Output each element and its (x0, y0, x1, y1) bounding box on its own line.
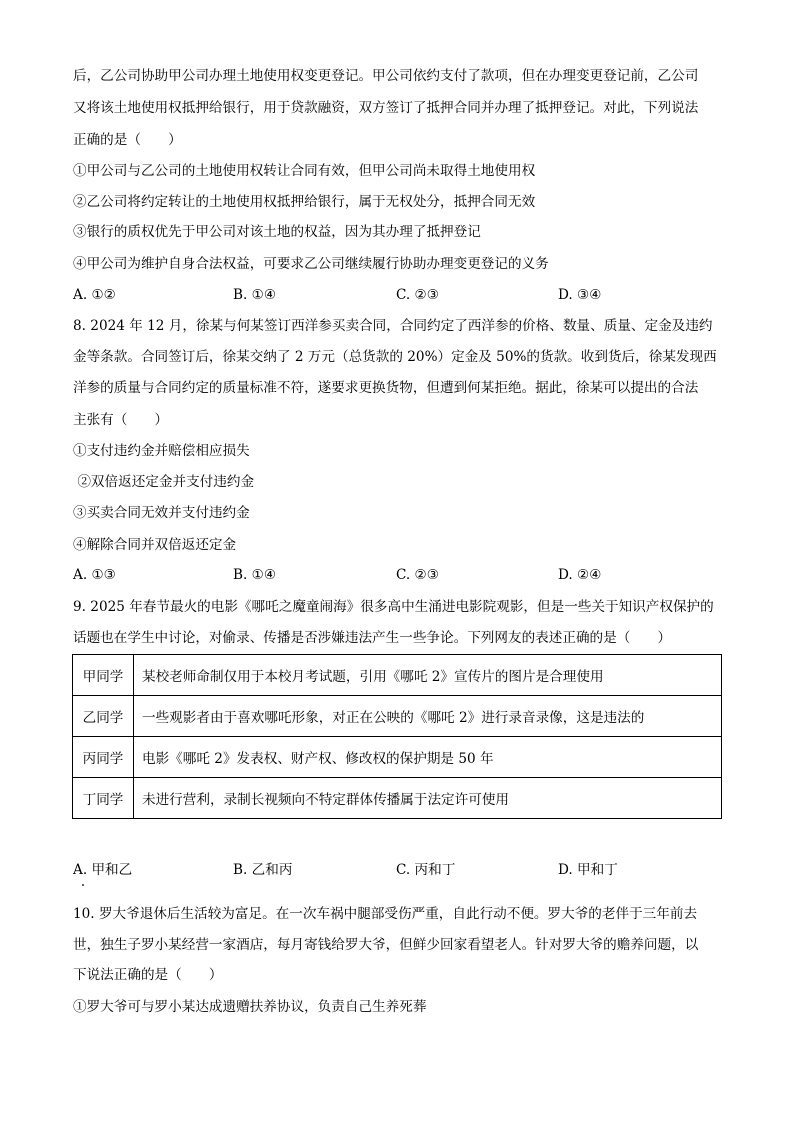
q7-option-d[interactable]: D. ③④ (558, 287, 602, 303)
q8-option-c[interactable]: C. ②③ (396, 567, 439, 583)
q7-option-a[interactable]: A. ①② (73, 287, 116, 303)
q8-statement-4: ④解除合同并双倍返还定金 (73, 537, 237, 553)
q8-statement-1: ①支付违约金并赔偿相应损失 (73, 443, 250, 459)
q8-stem-line: 主张有（ ） (73, 412, 169, 428)
q7-statement-1: ①甲公司与乙公司的土地使用权转让合同有效，但甲公司尚未取得土地使用权 (73, 163, 536, 179)
q10-statement-1: ①罗大爷可与罗小某达成遗赠扶养协议，负责自己生养死葬 (73, 999, 427, 1015)
q10-stem-line: 10. 罗大爷退休后生活较为富足。在一次车祸中腿部受伤严重，自此行动不便。罗大爷的老伴于三年前去 (73, 906, 698, 922)
q8-statement-2: ②双倍返还定金并支付违约金 (73, 474, 255, 490)
student-statement: 电影《哪吒 2》发表权、财产权、修改权的保护期是 50 年 (134, 737, 722, 778)
q7-statement-4: ④甲公司为维护自身合法权益，可要求乙公司继续履行协助办理变更登记的义务 (73, 256, 549, 272)
table-row (73, 655, 722, 696)
q9-option-c[interactable]: C. 丙和丁 (396, 862, 456, 878)
q9-option-d[interactable]: D. 甲和丁 (558, 862, 618, 878)
q7-options (73, 285, 733, 305)
q7-stem-line: 又将该土地使用权抵押给银行，用于贷款融资，双方签订了抵押合同并办理了抵押登记。对此，下列说法 (73, 100, 699, 116)
table-row (73, 737, 722, 778)
q8-options (73, 565, 733, 585)
table-row (73, 778, 722, 819)
q8-option-d[interactable]: D. ②④ (558, 567, 602, 583)
student-statement: 某校老师命制仅用于本校月考试题，引用《哪吒 2》宣传片的图片是合理使用 (134, 655, 722, 696)
student-name: 乙同学 (73, 696, 134, 737)
q9-option-a[interactable]: A. 甲和乙 (73, 862, 133, 878)
q7-stem-line: 后，乙公司协助甲公司办理土地使用权变更登记。甲公司依约支付了款项，但在办理变更登记前，乙公司 (73, 68, 699, 84)
q7-statement-2: ②乙公司将约定转让的土地使用权抵押给银行，属于无权处分，抵押合同无效 (73, 194, 536, 210)
q9-stem-line: 9. 2025 年春节最火的电影《哪吒之魔童闹海》很多高中生涌进电影院观影，但是一些关于知识产权保护的 (73, 599, 714, 615)
q9-option-b[interactable]: B. 乙和丙 (233, 862, 293, 878)
q7-option-b[interactable]: B. ①④ (233, 287, 277, 303)
q9-statement-table (72, 654, 722, 819)
q7-statement-3: ③银行的质权优先于甲公司对该土地的权益，因为其办理了抵押登记 (73, 224, 481, 240)
q10-stem-line: 下说法正确的是（ ） (73, 967, 223, 983)
table-row (73, 696, 722, 737)
q8-option-a[interactable]: A. ①③ (73, 567, 116, 583)
q8-statement-3: ③买卖合同无效并支付违约金 (73, 505, 250, 521)
q9-options (73, 860, 733, 880)
q8-option-b[interactable]: B. ①④ (233, 567, 277, 583)
q10-stem-line: 世，独生子罗小某经营一家酒店，每月寄钱给罗大爷，但鲜少回家看望老人。针对罗大爷的赡养问题，以 (73, 937, 699, 953)
stray-dot (82, 884, 84, 886)
q7-option-c[interactable]: C. ②③ (396, 287, 439, 303)
student-name: 丙同学 (73, 737, 134, 778)
student-statement: 未进行营利，录制长视频向不特定群体传播属于法定许可使用 (134, 778, 722, 819)
q8-stem-line: 金等条款。合同签订后，徐某交纳了 2 万元（总货款的 20%）定金及 50%的货款。收到货后，徐某发现西 (73, 349, 717, 365)
q9-stem-line: 话题也在学生中讨论，对偷录、传播是否涉嫌违法产生一些争论。下列网友的表述正确的是（ ） (73, 630, 672, 646)
q8-stem-line: 洋参的质量与合同约定的质量标准不符，遂要求更换货物，但遭到何某拒绝。据此，徐某可以提出的合法 (73, 380, 699, 396)
student-statement: 一些观影者由于喜欢哪吒形象，对正在公映的《哪吒 2》进行录音录像，这是违法的 (134, 696, 722, 737)
q7-stem-line: 正确的是（ ） (73, 132, 182, 148)
student-name: 甲同学 (73, 655, 134, 696)
q8-stem-line: 8. 2024 年 12 月，徐某与何某签订西洋参买卖合同，合同约定了西洋参的价格、数量、质量、定金及违约 (73, 318, 713, 334)
student-name: 丁同学 (73, 778, 134, 819)
